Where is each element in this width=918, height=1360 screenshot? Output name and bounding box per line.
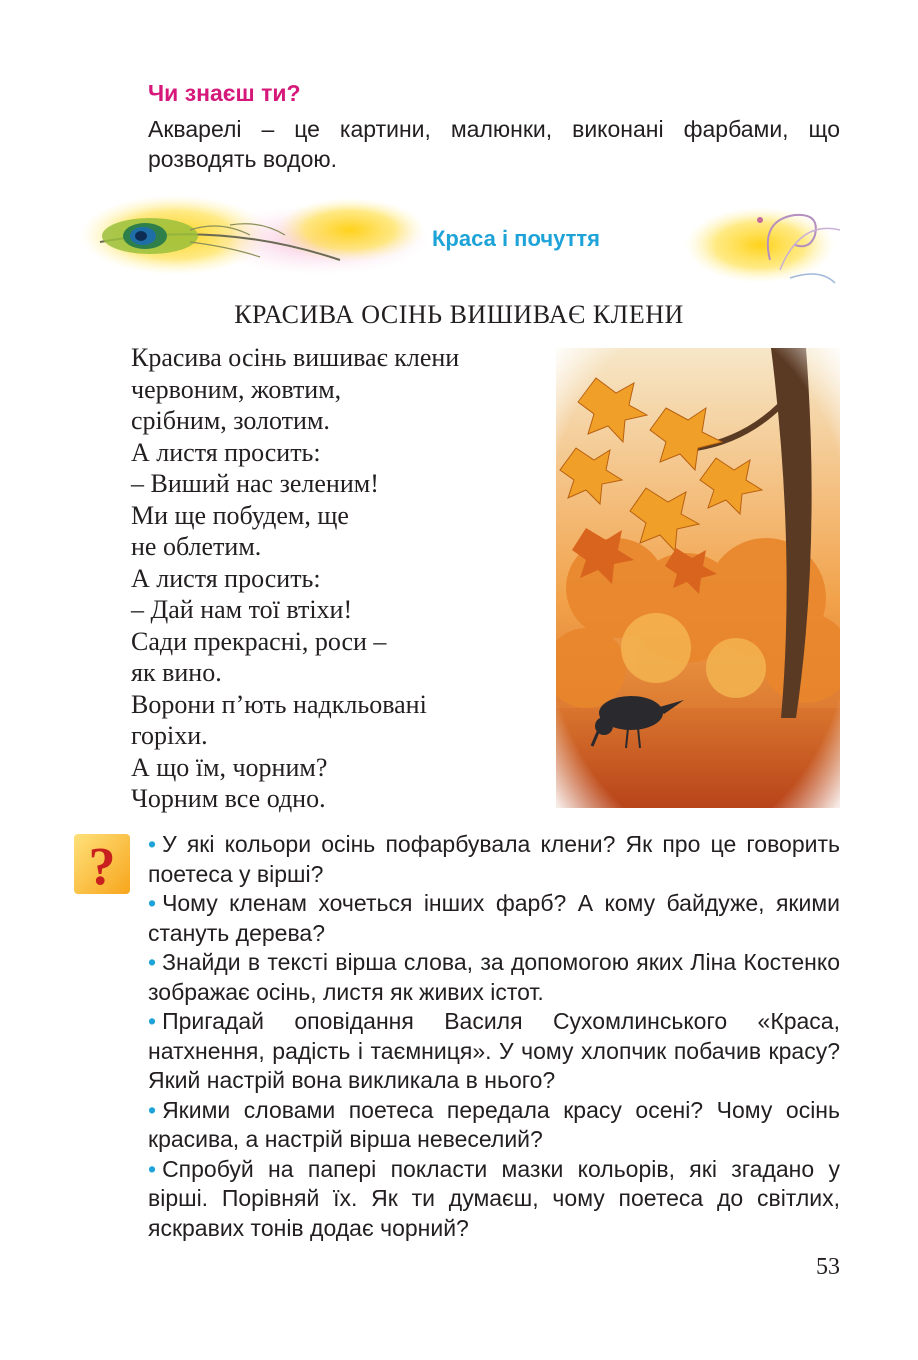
question-item: • Пригадай оповідання Василя Сухомлинського «Краса, натхнення, радість і таємниця». У чому хлопчик побачив красу? Який настрій вона викликала в нього?: [148, 1008, 840, 1093]
question-mark-icon: [74, 834, 130, 894]
poem-line: не облетим.: [131, 532, 262, 561]
page-number: 53: [816, 1254, 840, 1280]
question-item: • Знайди в тексті вірша слова, за допомогою яких Ліна Костенко зображає осінь, листя як живих істот.: [148, 949, 840, 1005]
question-item: • Спробуй на папері покласти мазки кольорів, які згадано у вірші. Порівняй їх. Як ти думаєш, чому поетеса до світлих, яскравих тонів додає чорний?: [148, 1155, 840, 1241]
poem-line: – Дай нам тої втіхи!: [131, 595, 353, 624]
poem-line: Красива осінь вишиває клени: [131, 343, 460, 372]
poem-line: срібним, золотим.: [131, 406, 330, 435]
did-you-know-title: Чи знаєш ти?: [148, 80, 301, 106]
poem-line: А листя просить:: [131, 437, 321, 467]
poem-title: КРАСИВА ОСІНЬ ВИШИВАЄ КЛЕНИ: [234, 300, 684, 329]
poem-line: Ворони п’ють надкльовані: [131, 689, 427, 719]
poem-line: Ми ще побудем, ще: [131, 500, 349, 530]
poem-line: А листя просить:: [131, 563, 321, 593]
questions-list: [148, 830, 840, 1243]
bullet-icon: •: [148, 1096, 157, 1123]
bullet-icon: •: [148, 1155, 157, 1182]
section-title: Краса і почуття: [432, 226, 601, 251]
question-item: • Якими словами поетеса передала красу осені? Чому осінь красива, а настрій вірша невеселий?: [148, 1096, 840, 1152]
poem-line: горіхи.: [131, 721, 208, 750]
poem-line: А що їм, чорним?: [131, 752, 328, 782]
poem-line: червоним, жовтим,: [131, 374, 342, 404]
poem-line: Сади прекрасні, роси –: [131, 626, 387, 656]
bullet-icon: •: [148, 831, 157, 857]
bullet-icon: •: [148, 890, 157, 916]
question-item: • Чому кленам хочеться інших фарб? А кому байдуже, якими стануть дерева?: [148, 890, 840, 946]
poem-line: – Виший нас зеленим!: [131, 469, 379, 498]
question-item: • У які кольори осінь пофарбувала клени? Як про це говорить поетеса у вірші?: [148, 831, 840, 887]
poem-line: як вино.: [131, 658, 222, 687]
svg-text:?: ?: [88, 836, 116, 894]
autumn-maple-illustration: [556, 348, 840, 808]
did-you-know-text: Акварелі – це картини, малюнки, виконані фарбами, що розводять водою.: [148, 116, 840, 172]
poem-text: [131, 342, 459, 815]
bullet-icon: •: [148, 1008, 157, 1034]
bullet-icon: •: [148, 949, 157, 975]
poem-line: Чорним все одно.: [131, 784, 326, 813]
